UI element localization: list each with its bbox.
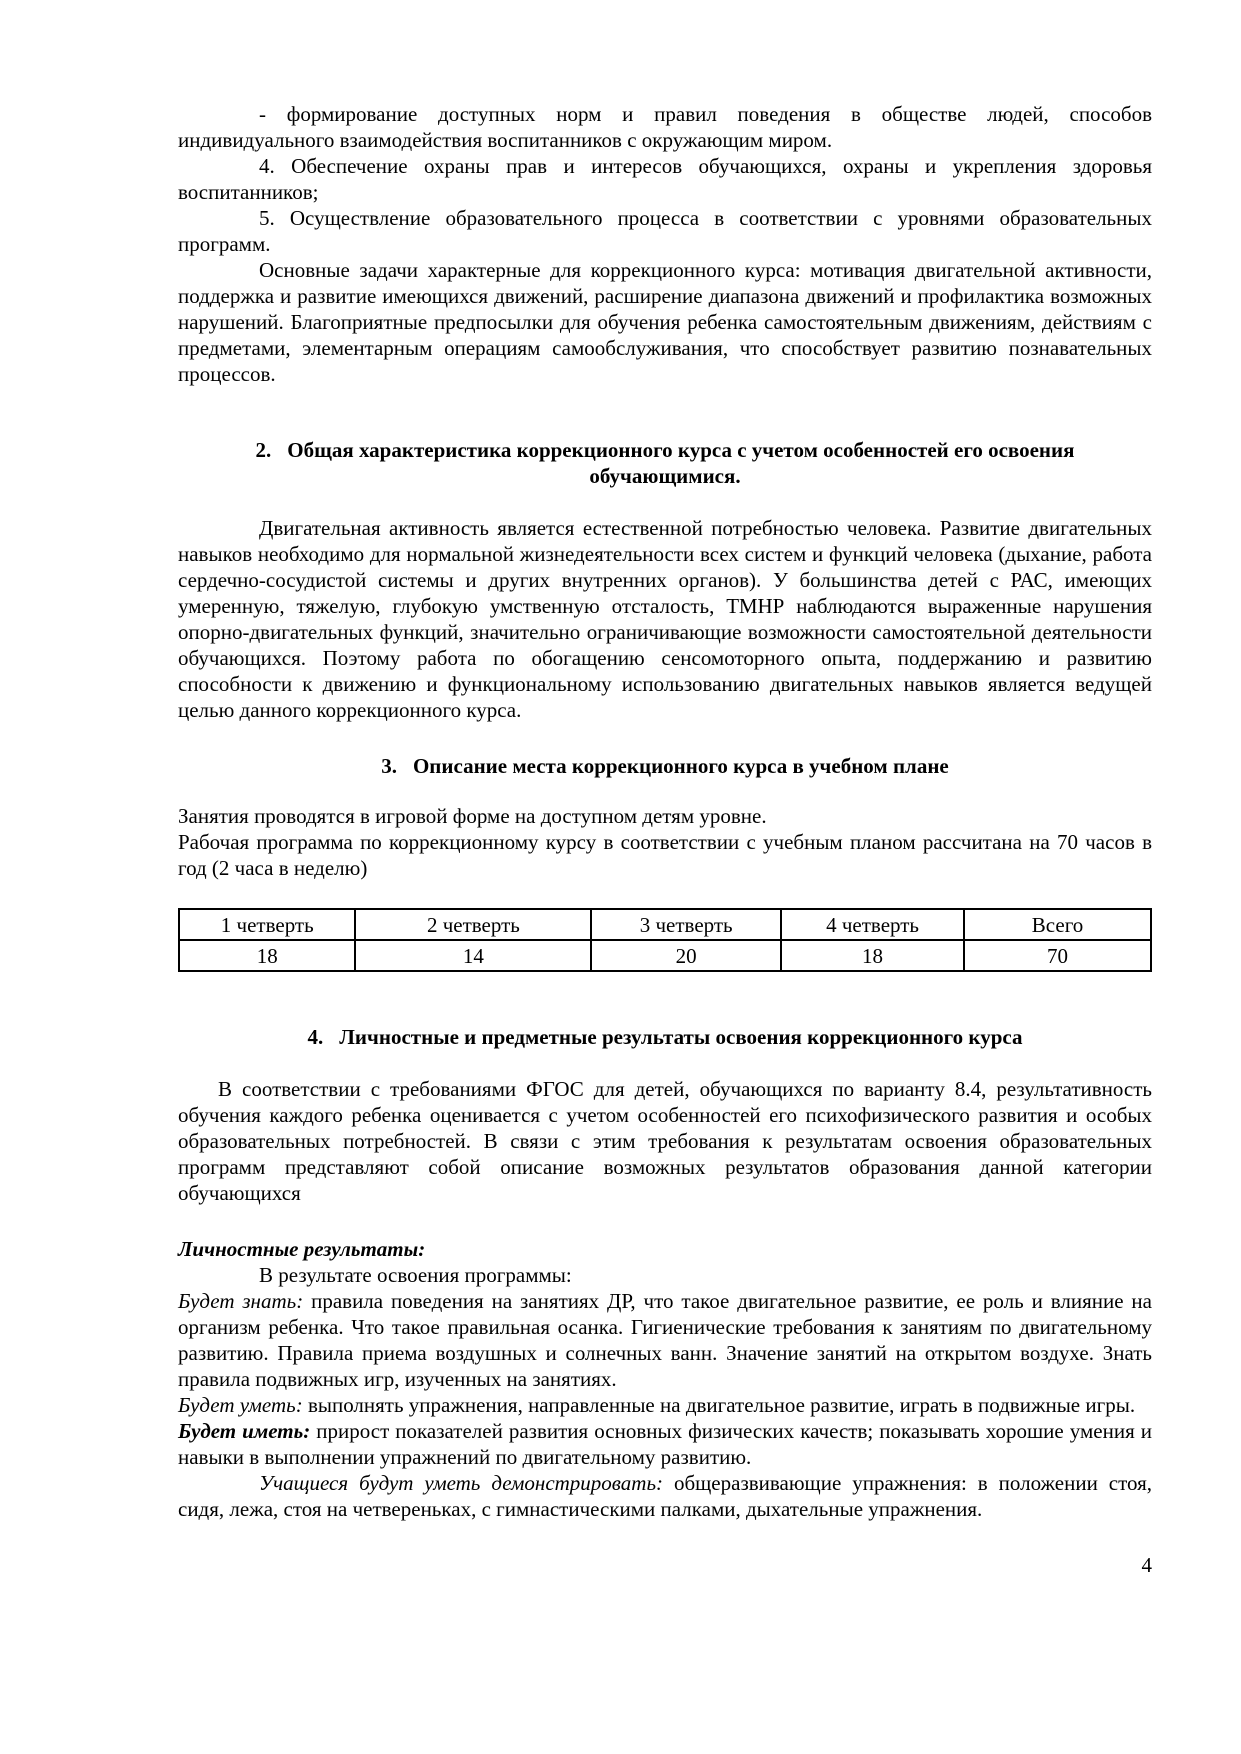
hours-table-value-cell: 14 xyxy=(355,940,591,971)
intro-paragraph-3: 5. Осуществление образовательного процесса в соответствии с уровнями образовательных программ. xyxy=(178,206,1152,256)
section-2-heading xyxy=(178,437,1152,489)
hours-table-header-cell: 1 четверть xyxy=(179,909,355,940)
result-item-demonstrate xyxy=(178,1470,1152,1522)
result-item-able-lead: Будет уметь: xyxy=(178,1393,303,1417)
personal-results-intro: В результате освоения программы: xyxy=(259,1263,572,1287)
hours-table-value-cell: 20 xyxy=(591,940,781,971)
page-number: 4 xyxy=(1141,1553,1152,1577)
hours-table-value-row xyxy=(179,940,1151,971)
result-item-know-text: правила поведения на занятиях ДР, что такое двигательное развитие, ее роль и влияние на организм ребенка. Что такое правильная осанка. Гигиенические требования к занятиям по двигательному развитию. Правила приема воздушных и солнечных ванн. Значение занятий на открытом воздухе. Знать правила подвижных игр, изученных на занятиях. xyxy=(178,1289,1152,1391)
hours-table-value-cell: 18 xyxy=(179,940,355,971)
personal-results-heading: Личностные результаты: xyxy=(178,1237,426,1261)
section-4-heading xyxy=(178,1024,1152,1050)
section-4-number: 4. xyxy=(307,1025,324,1049)
result-item-able-text: выполнять упражнения, направленные на двигательное развитие, играть в подвижные игры. xyxy=(302,1393,1136,1417)
section-2-number: 2. xyxy=(255,438,272,462)
intro-paragraph-1: - формирование доступных норм и правил поведения в обществе людей, способов индивидуального взаимодействия воспитанников с окружающим миром. xyxy=(178,102,1152,152)
hours-table-header-cell: 2 четверть xyxy=(355,909,591,940)
result-item-have-text: прирост показателей развития основных физических качеств; показывать хорошие умения и навыки в выполнении упражнений по двигательному развитию. xyxy=(178,1419,1152,1469)
section-3-paragraph-1: Занятия проводятся в игровой форме на доступном детям уровне. xyxy=(178,804,767,828)
hours-table-value-cell: 18 xyxy=(781,940,964,971)
section-2-title: Общая характеристика коррекционного курса с учетом особенностей его освоения обучающимися. xyxy=(287,438,1075,488)
result-item-demonstrate-text: общеразвивающие упражнения: в положении стоя, сидя, лежа, стоя на четвереньках, с гимнастическими палками, дыхательные упражнения. xyxy=(178,1471,1152,1521)
section-3-heading xyxy=(178,753,1152,779)
result-item-know xyxy=(178,1288,1152,1392)
result-item-have xyxy=(178,1418,1152,1470)
hours-table-header-cell: Всего xyxy=(964,909,1151,940)
intro-paragraph-2: 4. Обеспечение охраны прав и интересов обучающихся, охраны и укрепления здоровья воспитанников; xyxy=(178,154,1152,204)
result-item-able xyxy=(178,1392,1152,1418)
result-item-know-lead: Будет знать: xyxy=(178,1289,304,1313)
section-3-title: Описание места коррекционного курса в учебном плане xyxy=(412,754,949,778)
result-item-have-lead: Будет иметь: xyxy=(178,1419,311,1443)
section-3-number: 3. xyxy=(381,754,397,778)
result-item-demonstrate-lead: Учащиеся будут уметь демонстрировать: xyxy=(259,1471,663,1495)
hours-table-header-cell: 4 четверть xyxy=(781,909,964,940)
hours-table-header-cell: 3 четверть xyxy=(591,909,781,940)
hours-table-header-row xyxy=(179,909,1151,940)
section-4-title: Личностные и предметные результаты освоения коррекционного курса xyxy=(339,1025,1023,1049)
hours-table-value-cell: 70 xyxy=(964,940,1151,971)
intro-paragraph-4: Основные задачи характерные для коррекционного курса: мотивация двигательной активности, поддержка и развитие имеющихся движений, расширение диапазона движений и профилактика возможных нарушений. Благоприятные предпосылки для обучения ребенка самостоятельным движениям, действиям с предметами, элементарным операциям самообслуживания, что способствует развитию познавательных процессов. xyxy=(178,258,1152,386)
hours-table xyxy=(178,908,1152,972)
section-2-body: Двигательная активность является естественной потребностью человека. Развитие двигательных навыков необходимо для нормальной жизнедеятельности всех систем и функций человека (дыхание, работа сердечно-сосудистой системы и других внутренних органов). У большинства детей с РАС, имеющих умеренную, тяжелую, глубокую умственную отсталость, ТМНР наблюдаются выраженные нарушения опорно-двигательных функций, значительно ограничивающие возможности самостоятельной деятельности обучающихся. Поэтому работа по обогащению сенсомоторного опыта, поддержанию и развитию способности к движению и функциональному использованию двигательных навыков является ведущей целью данного коррекционного курса. xyxy=(178,516,1152,722)
section-3-paragraph-2: Рабочая программа по коррекционному курсу в соответствии с учебным планом рассчитана на 70 часов в год (2 часа в неделю) xyxy=(178,830,1152,880)
section-4-body: В соответствии с требованиями ФГОС для детей, обучающихся по варианту 8.4, результативность обучения каждого ребенка оценивается с учетом особенностей его психофизического развития и особых образовательных потребностей. В связи с этим требования к результатам освоения образовательных программ представляют собой описание возможных результатов образования данной категории обучающихся xyxy=(178,1077,1152,1205)
